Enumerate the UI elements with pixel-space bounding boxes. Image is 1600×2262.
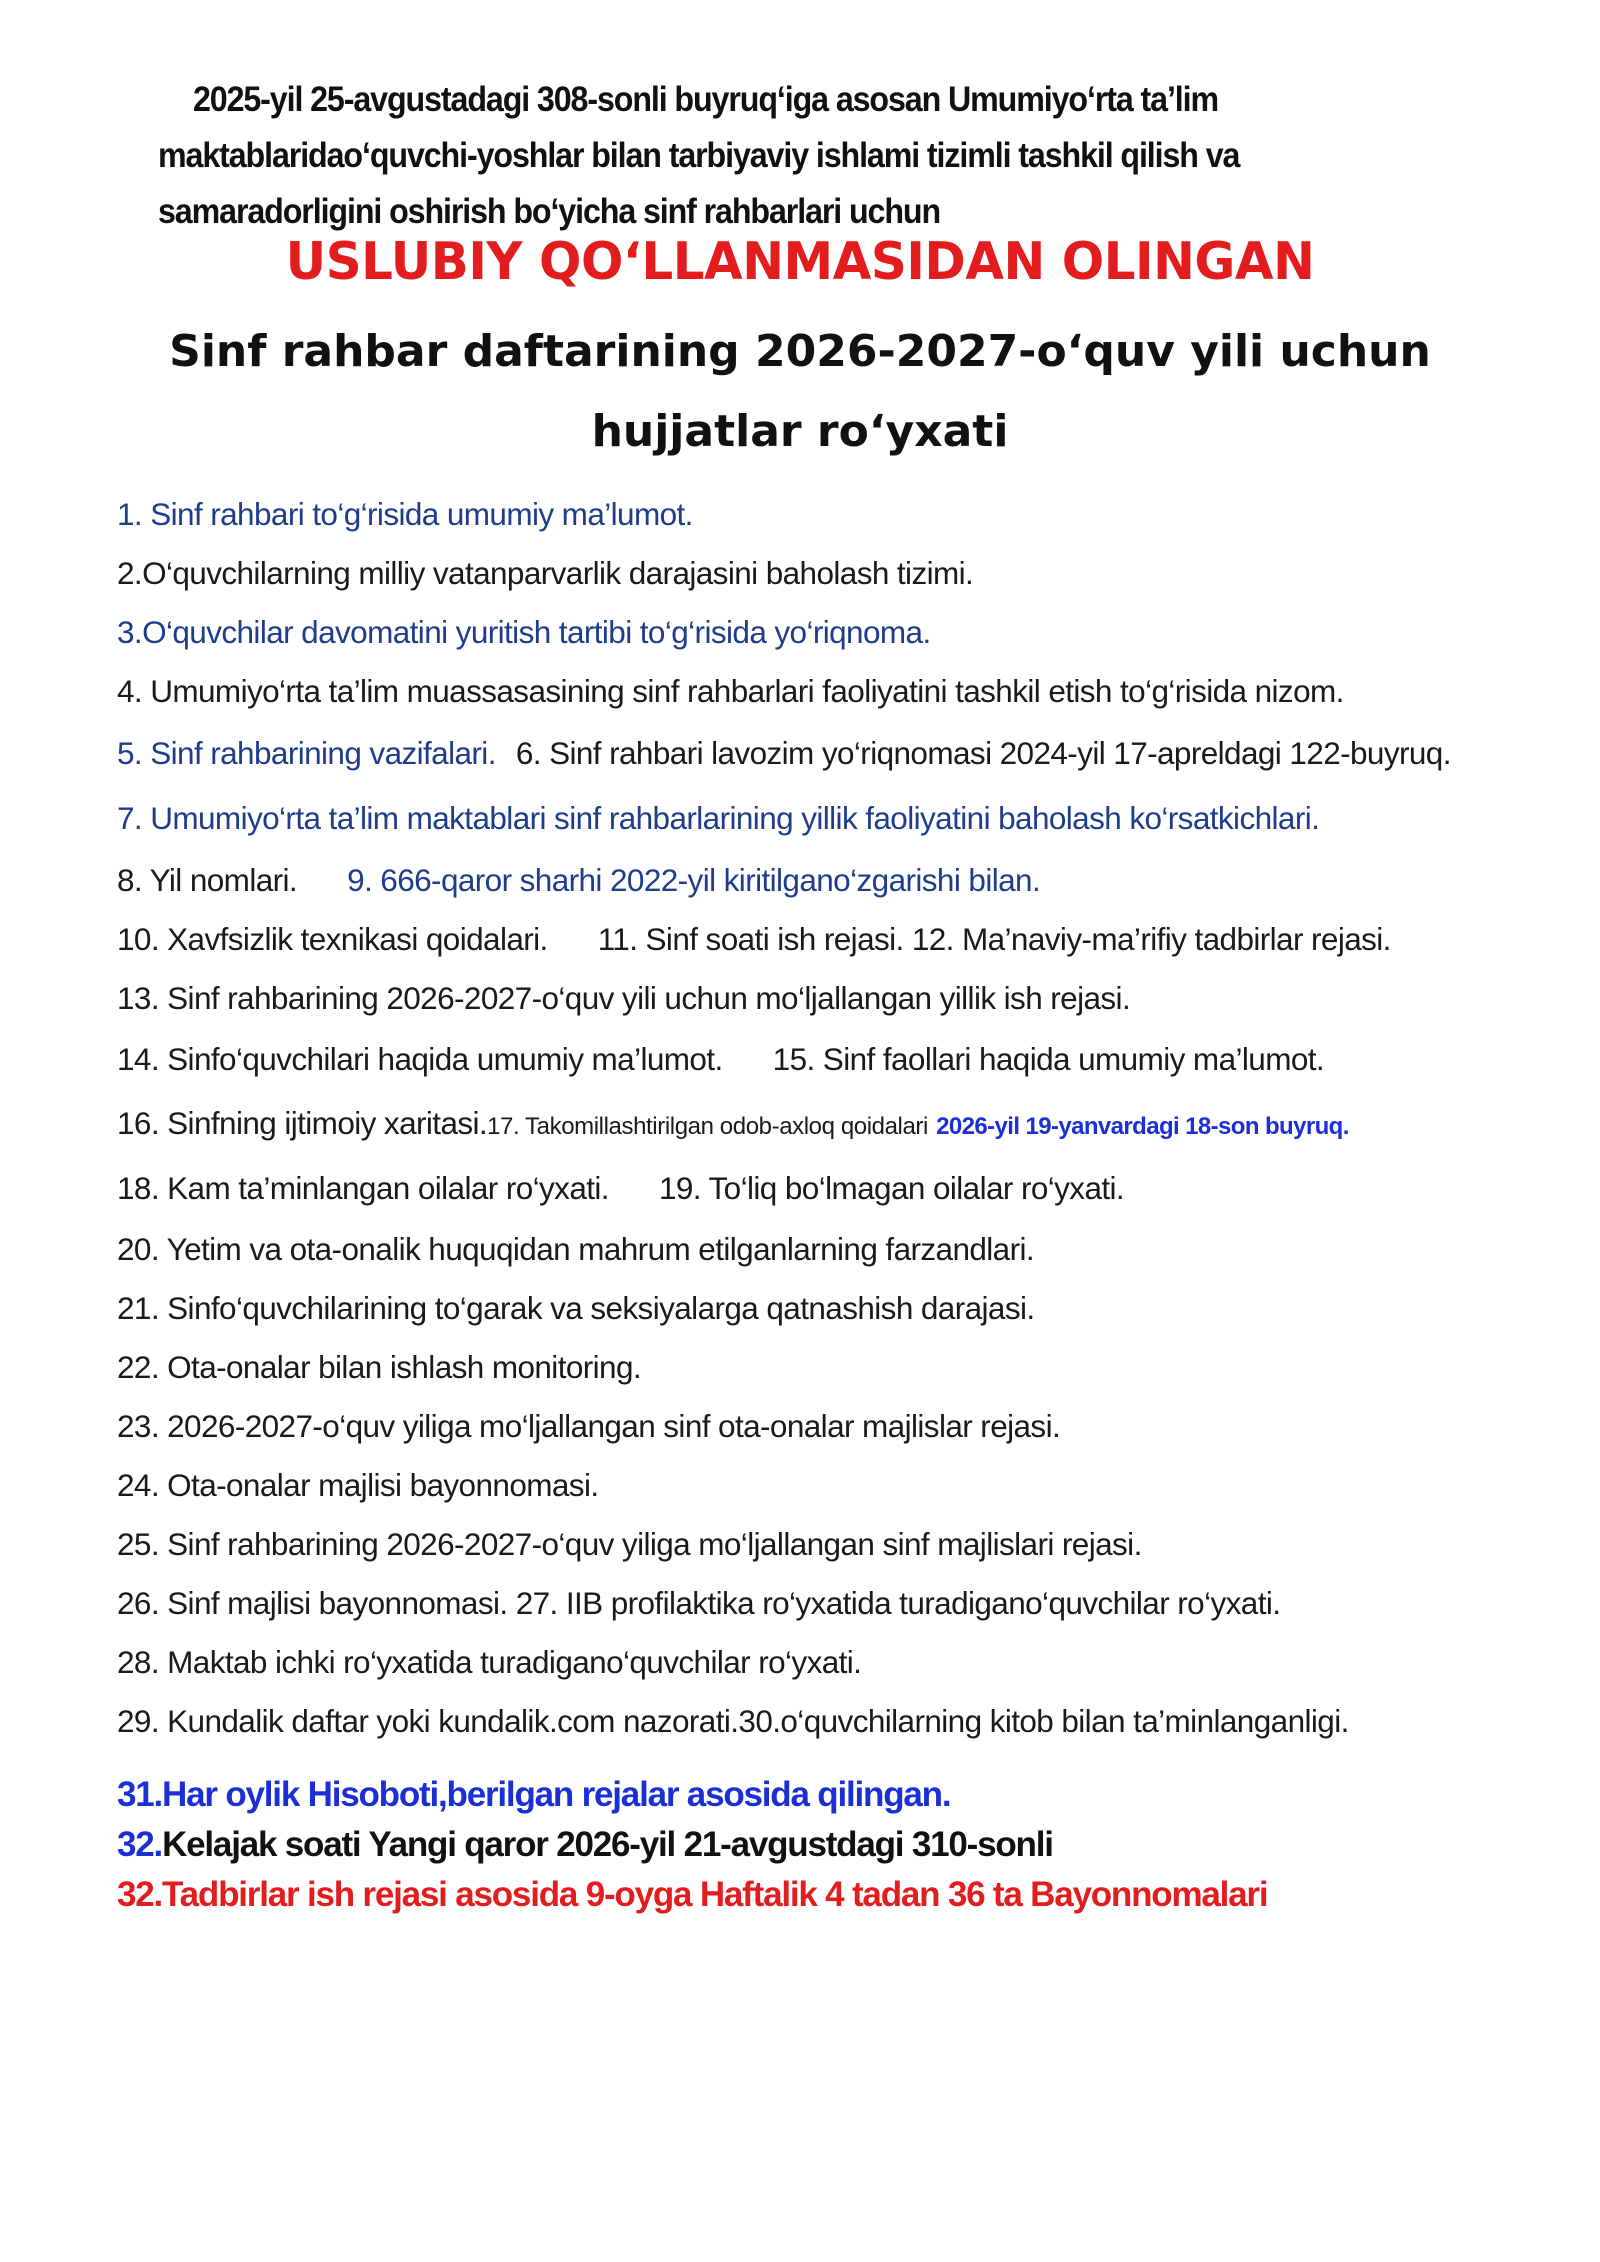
list-item: 11. Sinf soati ish rejasi. 12. Ma’naviy-ma’rifiy tadbirlar rejasi. <box>597 921 1391 957</box>
note-32-number: 32. <box>117 1825 163 1864</box>
list-item: 20. Yetim va ota-onalik huquqidan mahrum etilganlarning farzandlari. <box>117 1231 1035 1267</box>
note-32-text: Kelajak soati Yangi qaror 2026-yil 21-avgustdagi 310-sonli <box>162 1825 1053 1864</box>
intro-paragraph <box>158 72 1262 240</box>
list-item: 6. Sinf rahbari lavozim yo‘riqnomasi 2024-yil 17-apreldagi 122-buyruq. <box>515 735 1451 771</box>
list-item: 16. Sinfning ijtimoiy xaritasi. <box>117 1105 488 1141</box>
list-item: 2.O‘quvchilarning milliy vatanparvarlik darajasini baholash tizimi. <box>117 555 974 591</box>
list-item: 26. Sinf majlisi bayonnomasi. 27. IIB profilaktika ro‘yxatida turadigano‘quvchilar ro‘yxati. <box>117 1585 1281 1621</box>
order-reference: 2026-yil 19-yanvardagi 18-son buyruq. <box>936 1113 1349 1140</box>
list-item: 25. Sinf rahbarining 2026-2027-o‘quv yiliga mo‘ljallangan sinf majlislari rejasi. <box>117 1526 1142 1562</box>
list-item: 8. Yil nomlari. <box>117 862 298 898</box>
list-row <box>117 851 1557 910</box>
list-row <box>117 1156 1557 1220</box>
list-row <box>117 1090 1557 1156</box>
document-title <box>0 312 1600 472</box>
list-row <box>117 721 1557 785</box>
list-item: 29. Kundalik daftar yoki kundalik.com nazorati.30.o‘quvchilarning kitob bilan ta’minlanganligi. <box>117 1703 1349 1739</box>
list-item: 23. 2026-2027-o‘quv yiliga mo‘ljallangan sinf ota-onalar majlislar rejasi. <box>117 1408 1061 1444</box>
list-item: 14. Sinfo‘quvchilari haqida umumiy ma’lumot. <box>117 1041 723 1077</box>
list-item: 1. Sinf rahbari to‘g‘risida umumiy ma’lumot. <box>117 496 693 532</box>
list-item: 13. Sinf rahbarining 2026-2027-o‘quv yili uchun mo‘ljallangan yillik ish rejasi. <box>117 980 1131 1016</box>
note-31: 31.Har oylik Hisoboti,berilgan rejalar asosida qilingan. <box>117 1775 951 1814</box>
list-item: 19. To‘liq bo‘lmagan oilalar ro‘yxati. <box>658 1170 1125 1206</box>
list-item: 21. Sinfo‘quvchilarining to‘garak va seksiyalarga qatnashish darajasi. <box>117 1290 1035 1326</box>
final-notes <box>117 1770 1557 1920</box>
list-item: 15. Sinf faollari haqida umumiy ma’lumot. <box>772 1041 1325 1077</box>
list-item: 7. Umumiyo‘rta ta’lim maktablari sinf rahbarlarining yillik faoliyatini baholash ko‘rsatkichlari. <box>117 800 1320 836</box>
note-32-plan: 32.Tadbirlar ish rejasi asosida 9-oyga Haftalik 4 tadan 36 ta Bayonnomalari <box>117 1875 1268 1914</box>
source-title: USLUBIY QO‘LLANMASIDAN OLINGAN <box>285 232 1315 292</box>
documents-list <box>117 485 1557 1751</box>
list-row <box>117 1028 1557 1090</box>
list-item: 28. Maktab ichki ro‘yxatida turadigano‘quvchilar ro‘yxati. <box>117 1644 862 1680</box>
intro-line-2: maktablaridao‘quvchi-yoshlar bilan tarbiyaviy ishlami tizimli tashkil qilish va <box>158 136 1240 175</box>
list-item: 5. Sinf rahbarining vazifalari. <box>117 735 496 771</box>
document-title-line-2: hujjatlar ro‘yxati <box>591 406 1009 457</box>
intro-line-3: samaradorligini oshirish bo‘yicha sinf rahbarlari uchun <box>158 192 941 231</box>
list-item: 22. Ota-onalar bilan ishlash monitoring. <box>117 1349 642 1385</box>
list-item: 10. Xavfsizlik texnikasi qoidalari. <box>117 921 548 957</box>
list-item: 17. Takomillashtirilgan odob-axloq qoidalari <box>487 1113 928 1140</box>
list-item: 18. Kam ta’minlangan oilalar ro‘yxati. <box>117 1170 609 1206</box>
list-item: 3.O‘quvchilar davomatini yuritish tartibi to‘g‘risida yo‘riqnoma. <box>117 614 931 650</box>
document-title-line-1: Sinf rahbar daftarining 2026-2027-o‘quv yili uchun <box>169 326 1431 377</box>
intro-line-1: 2025-yil 25-avgustadagi 308-sonli buyruq‘iga asosan Umumiyo‘rta ta’lim <box>192 80 1218 119</box>
list-item: 9. 666-qaror sharhi 2022-yil kiritilganо‘zgarishi bilan. <box>347 862 1041 898</box>
list-item: 4. Umumiyo‘rta ta’lim muassasasining sinf rahbarlari faoliyatini tashkil etish to‘g‘risida nizom. <box>117 673 1344 709</box>
note-32-row <box>117 1820 1557 1870</box>
list-row <box>117 910 1557 969</box>
list-item: 24. Ota-onalar majlisi bayonnomasi. <box>117 1467 599 1503</box>
